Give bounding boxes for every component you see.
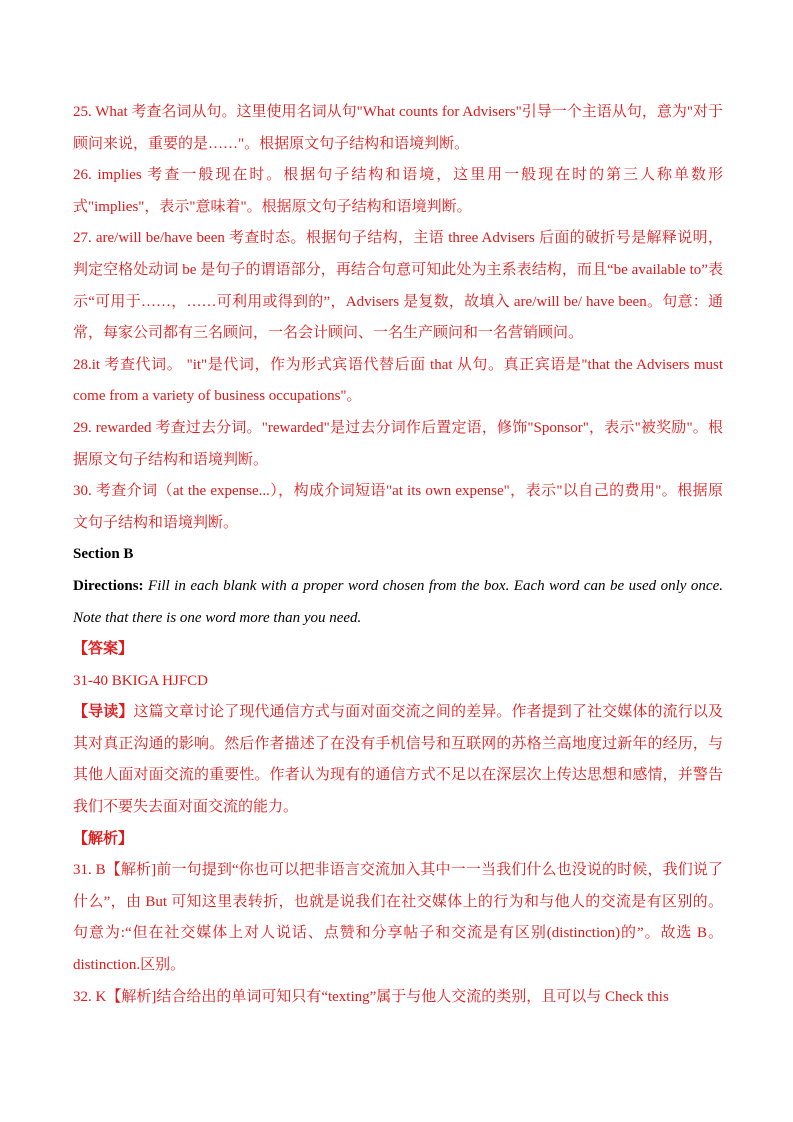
answer-item-29: 29. rewarded 考查过去分词。"rewarded"是过去分词作后置定语，修饰"Sponsor"，表示"被奖励"。根据原文句子结构和语境判断。 [73,419,723,468]
directions-text: Fill in each blank with a proper word chosen from the box. Each word can be used only once. Note that there is one word more than you need. [73,577,723,626]
analysis-item-31: 31. B【解析]前一句提到“你也可以把非语言交流加入其中一一当我们什么也没说的时候，我们说了什么”，由 But 可知这里表转折，也就是说我们在社交媒体上的行为和与他人的交流是有区别的。句意为:“但在社交媒体上对人说话、点赞和分享帖子和交流是有区别(distinction)的”。故选 B。distinction.区别。 [73,862,723,974]
answer-key: 31-40 BKIGA HJFCD [73,672,209,689]
reading-guide-text: 这篇文章讨论了现代通信方式与面对面交流之间的差异。作者提到了社交媒体的流行以及其对真正沟通的影响。然后作者描述了在没有手机信号和互联网的苏格兰高地度过新年的经历，与其他人面对面交流的重要性。作者认为现有的通信方式不足以在深层次上传达思想和感情，并警告我们不要失去面对面交流的能力。 [73,704,723,816]
answer-item-28: 28.it 考查代词。 "it"是代词，作为形式宾语代替后面 that 从句。真正宾语是"that the Advisers must come from a variety of business occupations"。 [73,356,723,405]
section-b-heading: Section B [73,546,134,563]
answer-item-27: 27. are/will be/have been 考查时态。根据句子结构，主语 three Advisers 后面的破折号是解释说明，判定空格处动词 be 是句子的谓语部分，再结合句意可知此处为主系表结构，而且“be available to”表示“可用于……，……可利用或得到的”，Advisers 是复数，故填入 are/will be/ have been。句意：通常，每家公司都有三名顾问，一名会计顾问、一名生产顾问和一名营销顾问。 [73,230,723,342]
analysis-item-32: 32. K【解析]结合给出的单词可知只有“texting”属于与他人交流的类别，且可以与 Check this [73,988,669,1005]
reading-guide-label: 【导读】 [73,704,134,721]
section-b-directions [73,571,723,634]
answer-item-25: 25. What 考查名词从句。这里使用名词从句"What counts for Advisers"引导一个主语从句，意为"对于顾问来说，重要的是……"。根据原文句子结构和语境判断。 [73,104,723,152]
directions-label: Directions: [73,577,144,594]
reading-guide [73,697,723,823]
answer-item-26: 26. implies 考查一般现在时。根据句子结构和语境，这里用一般现在时的第三人称单数形式"implies"，表示"意味着"。根据原文句子结构和语境判断。 [73,167,723,215]
answer-item-30: 30. 考查介词（at the expense...），构成介词短语"at its own expense"，表示"以自己的费用"。根据原文句子结构和语境判断。 [73,483,723,531]
document-page [73,97,723,1013]
analysis-label: 【解析】 [73,830,134,847]
answer-label: 【答案】 [73,641,134,658]
